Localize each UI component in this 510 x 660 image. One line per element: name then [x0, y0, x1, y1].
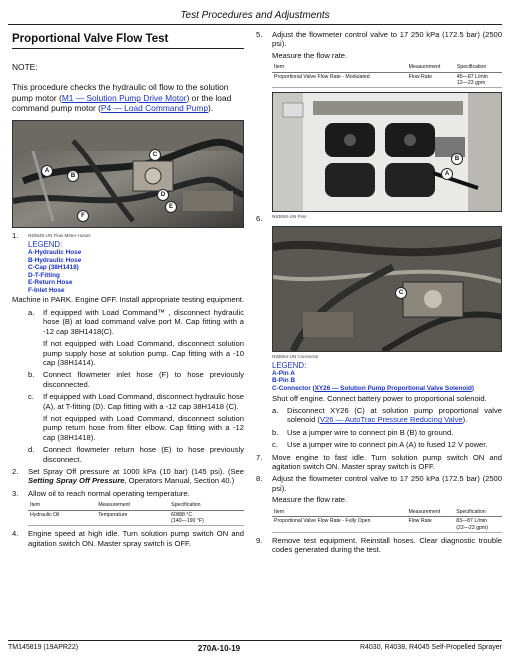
link-v26-valve[interactable]: V26 — AutoTrac Pressure Reducing Valve: [319, 415, 463, 425]
step-text: Adjust the flowmeter control valve to 17 250 kPa (172.5 bar) (2500 psi).: [272, 474, 502, 493]
table-row: [272, 72, 502, 88]
step-8-measure: Measure the flow rate.: [272, 495, 348, 505]
legend-c-text: C-Connector (: [272, 385, 315, 393]
step-7: [256, 453, 502, 472]
step-text: Move engine to fast idle. Turn solution pump switch ON and agitation switch ON. Master spray switch is OFF.: [272, 452, 502, 472]
substep-number: a.: [272, 406, 279, 416]
substep-text: Use a jumper wire to connect pin A (A) to fused 12 V power.: [287, 440, 488, 450]
legend-item: [272, 385, 502, 393]
callout-e: E: [165, 201, 177, 213]
legend-item: A-Hydraulic Hose: [28, 248, 82, 256]
step-5: [256, 30, 502, 49]
step-number: 8.: [256, 474, 263, 484]
step-2-reference: Setting Spray Off Pressure: [28, 476, 125, 486]
callout-f: F: [77, 210, 89, 222]
table-row: [28, 510, 244, 526]
step-number: 6.: [256, 214, 263, 224]
column-header: Measurement: [406, 508, 454, 517]
substep-b: [12, 370, 244, 389]
step-text: [28, 467, 244, 486]
table-cell: Proportional Valve Flow Rate - Modulated: [272, 72, 407, 88]
left-column: [12, 30, 244, 548]
substep-a-close: ).: [462, 415, 468, 425]
link-solution-pump-motor[interactable]: M1 — Solution Pump Drive Motor: [61, 92, 187, 103]
intro-text-2: ) or the load command pump motor (: [12, 92, 232, 114]
step-text: Remove test equipment. Reinstall hoses. Clear diagnostic trouble codes generated during the test.: [272, 535, 502, 555]
legend-item: B-Hydraulic Hose: [28, 256, 82, 264]
step-number: 3.: [12, 488, 19, 498]
fully-open-flow-spec-table: [272, 508, 502, 533]
step-5-measure: Measure the flow rate.: [272, 50, 348, 60]
step-number: 5.: [256, 30, 263, 39]
legend-title: LEGEND:: [28, 239, 63, 249]
photo-caption: N93650-UN Pins: [272, 214, 307, 220]
legend-title: LEGEND:: [272, 360, 307, 370]
step-number: 9.: [256, 535, 263, 545]
legend-item: E-Return Hose: [28, 279, 73, 287]
callout-a: A: [441, 168, 453, 180]
intro-text-3: ).: [207, 103, 214, 114]
callout-a: A: [41, 165, 53, 177]
note-label: NOTE:: [12, 62, 38, 72]
link-xy26-solenoid[interactable]: XY26 — Solution Pump Proportional Valve Solenoid: [314, 385, 472, 393]
step-number: 2.: [12, 466, 19, 476]
column-header: Item: [28, 501, 96, 510]
substep-a-text: Disconnect XY26 (C) at solution pump proportional valve solenoid (: [287, 406, 502, 425]
hydraulic-oil-spec-table: [28, 501, 244, 526]
connector-legend: [256, 354, 502, 403]
step-3: [12, 489, 244, 498]
table-header-row: [28, 501, 244, 510]
table-cell: 45—87 L/min 12—23 gpm: [455, 72, 502, 88]
column-header: Item: [272, 63, 407, 72]
footer-doc-id: TM145819 (19APR22): [8, 644, 79, 651]
callout-c: C: [395, 287, 407, 299]
step-number: 1.: [12, 230, 19, 240]
substep-a-alt: If not equipped with Load Command, disconnect solution pump supply hose at solution pump. Cap fitting with a -10 cap (38H1414).: [43, 339, 244, 367]
legend-item: C-Cap (38H1418): [28, 264, 79, 272]
photo-illustration: [273, 93, 502, 211]
link-load-command-pump[interactable]: P4 — Load Command Pump: [100, 103, 208, 114]
legend-item: B-Pin B: [272, 377, 296, 385]
substep-text: Connect flowmeter return hose (E) to hose previously disconnect.: [43, 445, 244, 464]
callout-b: B: [67, 170, 79, 182]
substep-number: a.: [28, 307, 35, 317]
substep-b: [256, 428, 502, 437]
substep-a: [12, 308, 244, 336]
shutoff-text: Shut off engine. Connect battery power to proportional solenoid.: [272, 393, 487, 403]
substep-text: Use a jumper wire to connect pin B (B) to ground.: [287, 427, 454, 437]
step-body: [28, 231, 244, 295]
callout-b: B: [451, 153, 463, 165]
table-cell: Flow Rate: [406, 517, 454, 533]
column-header: Measurement: [96, 501, 169, 510]
pins-photo: [272, 92, 502, 212]
substep-number: b.: [272, 427, 279, 437]
page-footer: [8, 640, 502, 653]
table-cell: Temperature: [96, 510, 169, 526]
table-header-row: [272, 508, 502, 517]
substep-number: c.: [28, 392, 34, 402]
intro-paragraph: [12, 82, 244, 114]
table-cell: Hydraulic Oil: [28, 510, 96, 526]
substep-c: [12, 392, 244, 411]
step-text: Adjust the flowmeter control valve to 17 250 kPa (172.5 bar) (2500 psi).: [272, 30, 502, 49]
step-number: 7.: [256, 452, 263, 462]
table-cell: 83—87 L/min (22—23 gpm): [454, 517, 502, 533]
modulated-flow-spec-table: [272, 63, 502, 88]
table-row: [272, 517, 502, 533]
substep-number: b.: [28, 370, 35, 380]
section-title: Proportional Valve Flow Test: [12, 32, 244, 49]
table-cell: Proportional Valve Flow Rate - Fully Open: [272, 517, 406, 533]
flow-meter-hoses-photo: [12, 120, 244, 228]
substep-a: [256, 406, 502, 425]
substep-c: [256, 440, 502, 449]
substep-text: If equipped with Load Command, disconnect hydraulic hose (A), at T-fitting (D). Cap fitting with a -12 cap 38H1418 (C).: [43, 392, 244, 411]
callout-c: C: [149, 149, 161, 161]
footer-model: R4030, R4038, R4045 Self-Propelled Sprayer: [359, 644, 502, 651]
substep-c-alt: If not equipped with Load Command, disconnect solution pump return hose from filter elbow. Cap fitting with a -12 cap (38H1418).: [43, 413, 244, 442]
callout-d: D: [157, 189, 169, 201]
step-2-tail: , Operators Manual, Section 40.): [124, 476, 235, 486]
step-2-text: Set Spray Off pressure at 1000 kPa (10 bar) (145 psi). (See: [28, 466, 244, 476]
substep-d: [12, 445, 244, 464]
step-text: Allow oil to reach normal operating temperature.: [28, 488, 190, 498]
substep-number: d.: [28, 445, 35, 455]
page-header: [8, 10, 502, 25]
substep-text: If equipped with Load Command™ , disconnect hydraulic hose (B) at load command valve port M. Cap fitting with a -12 cap 38H1418(C).: [43, 307, 244, 336]
column-header: Specification: [169, 501, 244, 510]
substep-text: Connect flowmeter inlet hose (F) to hose previously disconnected.: [43, 370, 244, 389]
table-cell: 60‖88 °C (140—190 °F): [169, 510, 244, 526]
step-9: [256, 536, 502, 555]
step-1: [12, 231, 244, 295]
header-title: Test Procedures and Adjustments: [180, 10, 330, 21]
legend-item: F-Inlet Hose: [28, 286, 65, 294]
legend-item: D-T-Fitting: [28, 271, 60, 279]
column-header: Specification: [455, 63, 502, 72]
table-cell: Flow Rate: [407, 72, 455, 88]
step-4: [12, 529, 244, 548]
photo-caption: N93649-UN Flow Meter Hoses: [28, 232, 91, 238]
substep-text: [287, 406, 502, 425]
column-header: Item: [272, 508, 406, 517]
step-number: 4.: [12, 529, 19, 539]
step-2: [12, 467, 244, 486]
step-6: [256, 214, 502, 223]
legend-c-close: ): [471, 385, 475, 393]
legend-item: A-Pin A: [272, 369, 295, 377]
step-1-text: Machine in PARK. Engine OFF. Install appropriate testing equipment.: [12, 295, 245, 305]
step-8: [256, 474, 502, 493]
column-header: Specification: [454, 508, 502, 517]
column-header: Measurement: [407, 63, 455, 72]
substep-number: c.: [272, 440, 278, 450]
table-header-row: [272, 63, 502, 72]
photo-illustration: [273, 227, 502, 351]
step-text: Engine speed at high idle. Turn solution pump switch ON and agitation switch ON. Master spray switch is OFF.: [28, 529, 244, 548]
photo-caption: N93654-UN Connector: [272, 353, 319, 359]
footer-page-number: 270A-10-19: [197, 644, 241, 653]
connector-photo: [272, 226, 502, 352]
intro-text-1: This procedure checks the hydraulic oil flow to the solution pump motor (: [12, 82, 229, 103]
right-column: [256, 30, 502, 555]
